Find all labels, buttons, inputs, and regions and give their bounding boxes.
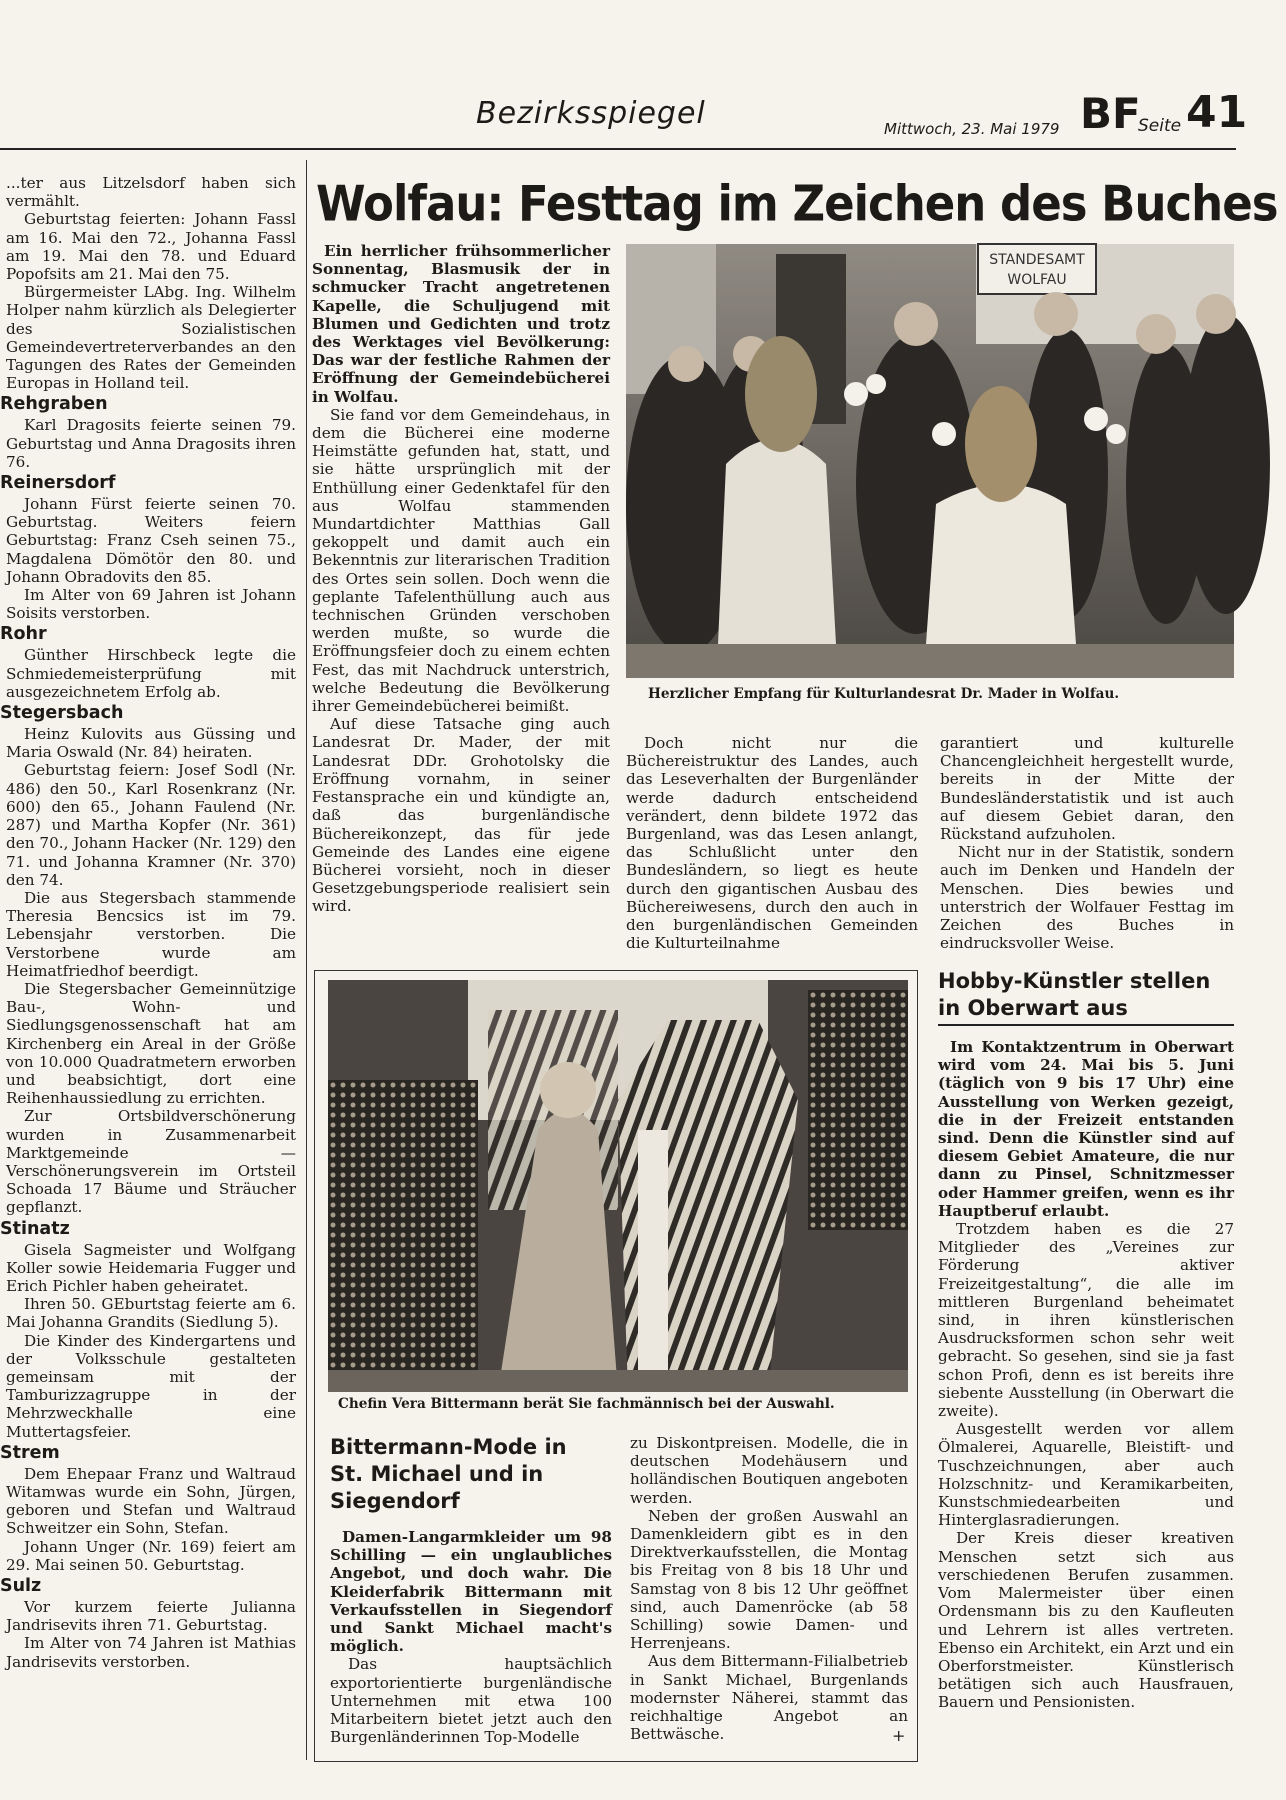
paragraph: Die aus Stegersbach stammende Theresia Bencsics ist im 79. Lebensjahr verstorben. Die Verstorbene wurde am Heimatfriedhof beerdigt.: [6, 888, 296, 980]
column-divider: [306, 160, 307, 1760]
wolfau-reception-photo: [626, 244, 1234, 678]
issue-date: Mittwoch, 23. Mai 1979: [884, 120, 1060, 138]
paragraph: Doch nicht nur die Büchereistruktur des Landes, auch das Leseverhalten der Burgenländer werde dadurch entscheidend verändert, denn bildete 1972 das Burgenland, was das Lesen anlangt, das Schlußlicht unter den Bundesländern, so liegt es heute durch den gigantischen Ausbau des Büchereiwesens, durch den auch in den burgenländischen Gemeinden die Kulturteilnahme: [626, 734, 918, 953]
hobby-article-column: [938, 1038, 1234, 1778]
hobby-headline-rule: [938, 1024, 1234, 1026]
paragraph: Auf diese Tatsache ging auch Landesrat Dr. Mader, der mit Landesrat DDr. Grohotolsky die Eröffnung vornahm, in seiner Festansprache ein und kündigte an, daß das burgenländische Büchereikonzept, das für jede Gemeinde des Landes eine eigene Bücherei vorsieht, noch in dieser Gesetzgebungsperiode realisiert sein wird.: [312, 715, 610, 916]
place-heading: Reinersdorf: [0, 473, 116, 494]
paragraph: garantiert und kulturelle Chancengleichheit hergestellt wurde, bereits in der Mitte der Bundesländerstatistik und ist auch auf diesem Gebiet daran, den Rückstand aufzuholen.: [940, 734, 1234, 844]
paragraph: Gisela Sagmeister und Wolfgang Koller sowie Heidemaria Fugger und Erich Pichler haben geheiratet.: [6, 1240, 296, 1295]
fashion-shop-photo: [328, 980, 908, 1392]
paragraph: Im Alter von 74 Jahren ist Mathias Jandrisevits verstorben.: [6, 1634, 296, 1671]
fashion-article-column-1: [330, 1528, 612, 1760]
masthead-rule: [0, 148, 1236, 150]
sign-line-1: STANDESAMT: [989, 252, 1085, 268]
paragraph: Ihren 50. GEburtstag feierte am 6. Mai Johanna Grandits (Siedlung 5).: [6, 1295, 296, 1332]
fashion-photo-caption: Chefin Vera Bittermann berät Sie fachmännisch bei der Auswahl.: [338, 1396, 835, 1412]
hobby-headline: [938, 968, 1234, 1022]
paragraph: Heinz Kulovits aus Güssing und Maria Oswald (Nr. 84) heiraten.: [6, 725, 296, 762]
paragraph: Johann Unger (Nr. 169) feiert am 29. Mai seinen 50. Geburtstag.: [6, 1537, 296, 1574]
place-heading: Rohr: [0, 624, 47, 645]
lead-paragraph: Ein herrlicher frühsommerlicher Sonnentag, Blasmusik der in schmucker Tracht angetretenen Kapelle, die Schuljugend mit Blumen und Gedichten und trotz des Werktages viel Bevölkerung: Das war der festliche Rahmen der Eröffnung der Gemeindebücherei in Wolfau.: [312, 242, 610, 406]
paragraph: Johann Fürst feierte seinen 70. Geburtstag. Weiters feiern Geburtstag: Franz Cseh seinen 75., Magdalena Dömötör den 80. und Johann Obradovits den 85.: [6, 495, 296, 586]
hobby-headline-line-1: Hobby-Künstler stellen: [938, 969, 1211, 993]
paragraph: Der Kreis dieser kreativen Menschen setzt sich aus verschiedenen Berufen zusammen. Vom Malermeister über einen Ordensmann bis zu den Kaufleuten und Lehrern ist alles vertreten. Ebenso ein Architekt, ein Arzt und ein Oberforstmeister. Künstlerisch betätigen sich auch Hausfrauen, Bauern und Pensionisten.: [938, 1529, 1234, 1712]
paragraph: ...ter aus Litzelsdorf haben sich vermählt.: [6, 174, 296, 211]
paragraph: Im Alter von 69 Jahren ist Johann Soisits verstorben.: [6, 586, 296, 623]
paragraph: zu Diskontpreisen. Modelle, die in deutschen Modehäusern und holländischen Boutiquen angeboten werden.: [630, 1434, 908, 1507]
lead-paragraph: Im Kontaktzentrum in Oberwart wird vom 24. Mai bis 5. Juni (täglich von 9 bis 17 Uhr) eine Ausstellung von Werken gezeigt, die in der Freizeit entstanden sind. Denn die Künstler sind auf diesem Gebiet Amateure, die nur dann zu Pinsel, Schnitzmesser oder Hammer greifen, wenn es ihr Hauptberuf erlaubt.: [938, 1038, 1234, 1220]
main-headline: Wolfau: Festtag im Zeichen des Buches: [316, 174, 1278, 233]
paragraph: Vor kurzem feierte Julianna Jandrisevits ihren 71. Geburtstag.: [6, 1598, 296, 1635]
paragraph: Aus dem Bittermann-Filialbetrieb in Sankt Michael, Burgenlands modernster Näherei, stammt das reichhaltige Angebot an Bettwäsche.: [630, 1652, 908, 1744]
fashion-headline-line-3: Siegendorf: [330, 1489, 460, 1513]
place-heading: Stegersbach: [0, 703, 124, 724]
section-title: Bezirksspiegel: [476, 96, 706, 131]
fashion-headline-line-1: Bittermann-Mode in: [330, 1435, 567, 1459]
paragraph: Dem Ehepaar Franz und Waltraud Witamwas wurde ein Sohn, Jürgen, geboren und Stefan und Waltraud Schweitzer ein Sohn, Stefan.: [6, 1464, 296, 1538]
fashion-headline: [330, 1434, 620, 1515]
fashion-headline-line-2: St. Michael und in: [330, 1462, 544, 1486]
paragraph: Günther Hirschbeck legte die Schmiedemeisterprüfung mit ausgezeichnetem Erfolg ab.: [6, 646, 296, 701]
paragraph: Geburtstag feierten: Johann Fassl am 16. Mai den 72., Johanna Fassl am 19. Mai den 78. und Eduard Popofsits am 21. Mai den 75.: [6, 210, 296, 284]
main-article-column-3: [940, 734, 1234, 958]
paragraph: Die Stegersbacher Gemeinnützige Bau-, Wohn- und Siedlungsgenossenschaft hat am Kirchenberg ein Areal in der Größe von 10.000 Quadratmetern erworben und beabsichtigt, dort eine Reihenhaussiedlung zu errichten.: [6, 979, 296, 1108]
main-article-column-1: [312, 242, 610, 958]
paragraph: Neben der großen Auswahl an Damenkleidern gibt es in den Direktverkaufsstellen, die Montag bis Freitag von 8 bis 18 Uhr und Samstag von 8 bis 12 Uhr geöffnet sind, auch Damenröcke (ab 58 Schilling) sowie Damen- und Herrenjeans.: [630, 1506, 908, 1653]
paragraph: Bürgermeister LAbg. Ing. Wilhelm Holper nahm kürzlich als Delegierter des Sozialistischen Gemeindevertreterverbandes an den Tagungen des Rates der Gemeinden Europas in Holland teil.: [6, 283, 296, 393]
hobby-headline-line-2: in Oberwart aus: [938, 996, 1128, 1020]
place-heading: Sulz: [0, 1576, 42, 1597]
fashion-photo-drawing: [328, 980, 908, 1392]
wolfau-photo-drawing: [626, 244, 1234, 678]
wolfau-photo-caption: Herzlicher Empfang für Kulturlandesrat Dr. Mader in Wolfau.: [648, 686, 1120, 702]
local-news-column: [0, 174, 296, 1774]
page-label: Seite: [1138, 116, 1182, 136]
fashion-article-column-2: [630, 1434, 908, 1744]
paragraph: Trotzdem haben es die 27 Mitglieder des „Vereines zur Förderung aktiver Freizeitgestaltung“, die alle im mittleren Burgenland beheimatet sind, in ihren künstlerischen Ausdrucksformen schon sehr weit gebracht. So gesehen, sind sie ja fast schon Profi, denn es ist bereits ihre siebente Ausstellung (in Oberwart die zweite).: [938, 1220, 1234, 1421]
paragraph: Die Kinder des Kindergartens und der Volksschule gestalteten gemeinsam mit der Tamburizzagruppe in der Mehrzweckhalle eine Muttertagsfeier.: [6, 1331, 296, 1441]
paragraph: Geburtstag feiern: Josef Sodl (Nr. 486) den 50., Karl Rosenkranz (Nr. 600) den 65., Johann Faulend (Nr. 287) und Martha Kopfer (Nr. 361) den 70., Johann Hacker (Nr. 129) den 71. und Johanna Kramner (Nr. 370) den 74.: [6, 761, 296, 889]
paragraph: Ausgestellt werden vor allem Ölmalerei, Aquarelle, Bleistift- und Tuschzeichnungen, aber auch Holzschnitz- und Keramikarbeiten, Kunstschmiedearbeiten und Hinterglasradierungen.: [938, 1420, 1234, 1530]
newspaper-logo: BF: [1080, 89, 1141, 138]
sign-line-2: WOLFAU: [1007, 272, 1067, 288]
paragraph: Karl Dragosits feierte seinen 79. Geburtstag und Anna Dragosits ihren 76.: [6, 416, 296, 471]
masthead: [0, 87, 1248, 150]
paragraph: Nicht nur in der Statistik, sondern auch im Denken und Handeln der Menschen. Dies bewies und unterstrich der Wolfauer Festtag im Zeichen des Buches in eindrucksvoller Weise.: [940, 843, 1234, 953]
place-heading: Stinatz: [0, 1218, 70, 1239]
main-article-column-2: [626, 734, 918, 958]
place-heading: Strem: [0, 1442, 60, 1463]
paragraph: Das hauptsächlich exportorientierte burgenländische Unternehmen mit etwa 100 Mitarbeitern bietet jetzt auch den Burgenländerinnen Top-Modelle: [330, 1655, 612, 1747]
page-number: 41: [1186, 87, 1248, 138]
place-heading: Rehgraben: [0, 394, 108, 415]
article-end-mark: +: [892, 1726, 906, 1745]
paragraph: Zur Ortsbildverschönerung wurden in Zusammenarbeit Marktgemeinde — Verschönerungsverein im Ortsteil Schoada 17 Bäume und Sträucher gepflanzt.: [6, 1107, 296, 1217]
paragraph: Sie fand vor dem Gemeindehaus, in dem die Bücherei eine moderne Heimstätte gefunden hat, statt, und sie hätte ursprünglich mit der Enthüllung einer Gedenktafel für den aus Wolfau stammenden Mundartdichter Matthias Gall gekoppelt und damit auch ein Bekenntnis zur literarischen Tradition des Ortes sein sollen. Doch wenn die geplante Tafelenthüllung auch aus technischen Gründen verschoben werden mußte, so wurde die Eröffnungsfeier doch zu einem echten Fest, das mit Nachdruck unterstrich, welche Bedeutung die Bevölkerung ihrer Gemeindebücherei beimißt.: [312, 405, 610, 716]
lead-paragraph: Damen-Langarmkleider um 98 Schilling — ein unglaubliches Angebot, und doch wahr. Die Kleiderfabrik Bittermann mit Verkaufsstellen in Siegendorf und Sankt Michael macht's möglich.: [330, 1528, 612, 1656]
